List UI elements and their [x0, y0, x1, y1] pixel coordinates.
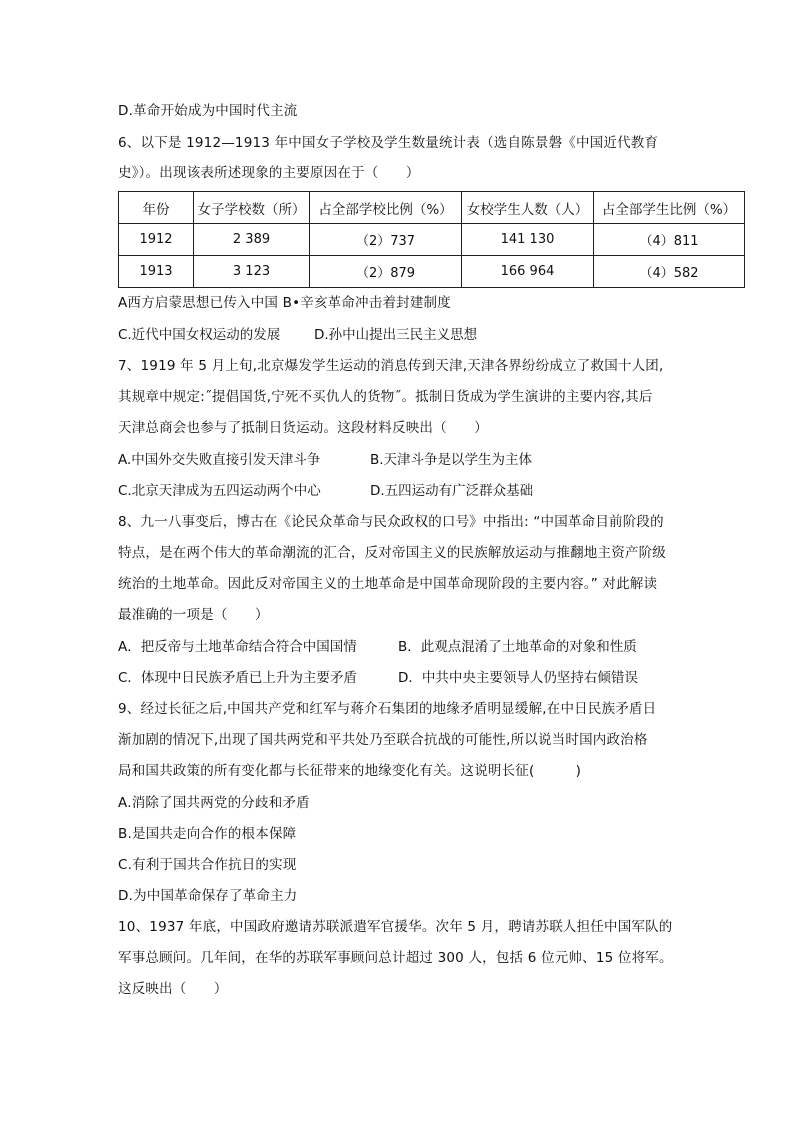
q9-stem-line-3: 局和国共政策的所有变化都与长征带来的地缘变化有关。这说明长征( ): [118, 763, 582, 779]
q6-options-cd: [118, 325, 478, 345]
table-cell: 2 389: [194, 224, 310, 256]
table-cell: 166 964: [462, 256, 594, 288]
table-cell: （2）737: [310, 224, 462, 256]
table-header-cell: 女校学生人数（人）: [462, 192, 594, 224]
table-cell: （2）879: [310, 256, 462, 288]
q7-options-cd: [118, 481, 534, 501]
q6-option-d: D.孙中山提出三民主义思想: [314, 327, 478, 343]
q7-option-d: D.五四运动有广泛群众基础: [370, 483, 534, 499]
q8-stem-line-3: 统治的土地革命。因此反对帝国主义的土地革命是中国革命现阶段的主要内容。” 对此解读: [118, 576, 658, 592]
q5-option-d: D.革命开始成为中国时代主流: [118, 103, 298, 119]
q9-option-c: C.有利于国共合作抗日的实现: [118, 857, 297, 873]
table-cell: 1913: [119, 256, 194, 288]
q7-stem-line-2: 其规章中规定:˝提倡国货,宁死不买仇人的货物˝。抵制日货成为学生演讲的主要内容,其后: [118, 389, 653, 405]
q8-option-c: C．体现中日民族矛盾已上升为主要矛盾: [118, 670, 357, 686]
q9-option-a: A.消除了国共两党的分歧和矛盾: [118, 795, 310, 811]
q10-stem-line-3: 这反映出（ ）: [118, 981, 228, 997]
q7-stem-line-1: 7、1919 年 5 月上旬,北京爆发学生运动的消息传到天津,天津各界纷纷成立了救国十人团,: [118, 358, 664, 374]
table-header-cell: 女子学校数（所）: [194, 192, 310, 224]
q9-option-d: D.为中国革命保存了革命主力: [118, 888, 298, 904]
q9-stem-line-2: 渐加剧的情况下,出现了国共两党和平共处乃至联合抗战的可能性,所以说当时国内政治格: [118, 732, 648, 748]
q9-option-b: B.是国共走向合作的根本保障: [118, 826, 297, 842]
q8-options-ab: [118, 637, 637, 657]
q10-stem-line-1: 10、1937 年底，中国政府邀请苏联派遣军官援华。次年 5 月，聘请苏联人担任中国军队的: [118, 919, 673, 935]
q8-option-d: D．中共中央主要领导人仍坚持右倾错误: [398, 670, 638, 686]
q7-stem-line-3: 天津总商会也参与了抵制日货运动。这段材料反映出（ ）: [118, 420, 488, 436]
table-header-row: [119, 192, 745, 224]
q8-stem-line-2: 特点，是在两个伟大的革命潮流的汇合，反对帝国主义的民族解放运动与推翻地主资产阶级: [118, 545, 666, 561]
q7-option-b: B.天津斗争是以学生为主体: [370, 452, 533, 468]
table-header-cell: 占全部学生比例（%）: [594, 192, 745, 224]
q8-option-a: A．把反帝与土地革命结合符合中国国情: [118, 639, 357, 655]
q7-options-ab: [118, 450, 533, 470]
q7-option-a: A.中国外交失败直接引发天津斗争: [118, 452, 321, 468]
table-cell: 3 123: [194, 256, 310, 288]
table-cell: 1912: [119, 224, 194, 256]
q8-stem-line-4: 最准确的一项是（ ）: [118, 607, 269, 623]
q9-stem-line-1: 9、经过长征之后,中国共产党和红军与蒋介石集团的地缘矛盾明显缓解,在中日民族矛盾日: [118, 701, 657, 717]
table-row: [119, 224, 745, 256]
q10-stem-line-2: 军事总顾问。几年间，在华的苏联军事顾问总计超过 300 人，包括 6 位元帅、15 位将军。: [118, 950, 673, 966]
q6-option-c: C.近代中国女权运动的发展: [118, 327, 281, 343]
table-cell: 141 130: [462, 224, 594, 256]
q8-options-cd: [118, 668, 638, 688]
table-header-cell: 占全部学校比例（%）: [310, 192, 462, 224]
table-header-cell: 年份: [119, 192, 194, 224]
table-cell: （4）811: [594, 224, 745, 256]
q7-option-c: C.北京天津成为五四运动两个中心: [118, 483, 321, 499]
q6-options-ab: A西方启蒙思想已传入中国 B•辛亥革命冲击着封建制度: [118, 295, 451, 311]
q6-stem-line-2: 史》）。出现该表所述现象的主要原因在于（ ）: [118, 165, 420, 181]
q6-stem-line-1: 6、以下是 1912—1913 年中国女子学校及学生数量统计表（选自陈景磐《中国近代教育: [118, 135, 659, 151]
q8-option-b: B．此观点混淆了土地革命的对象和性质: [398, 639, 637, 655]
q8-stem-line-1: 8、九一八事变后，博古在《论民众革命与民众政权的口号》中指出: “中国革命目前阶段的: [118, 514, 664, 530]
table-cell: （4）582: [594, 256, 745, 288]
table-row: [119, 256, 745, 288]
girls-school-table: [118, 191, 745, 288]
